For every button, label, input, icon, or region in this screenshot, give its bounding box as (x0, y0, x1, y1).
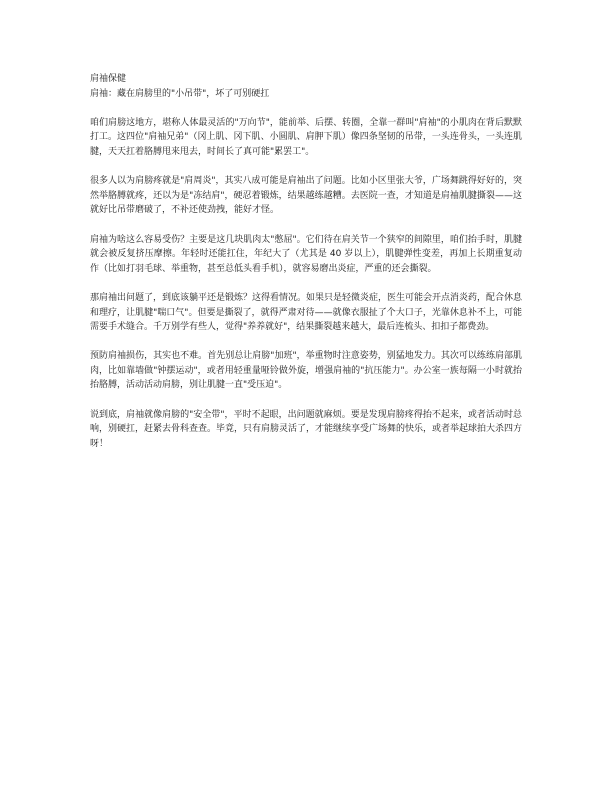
paragraph: 预防肩袖损伤，其实也不难。首先别总让肩膀"加班"，举重物时注意姿势，别猛地发力。其次可以练练肩部肌肉，比如靠墙做"钟摆运动"，或者用轻重量哑铃做外旋，增强肩袖的"抗压能力"。办公室一族每隔一小时就抬抬胳膊，活动活动肩膀，别让肌腱一直"受压迫"。 (90, 351, 522, 391)
paragraph: 肩袖为啥这么容易受伤？主要是这几块肌肉太"憋屈"。它们待在肩关节一个狭窄的间隙里，咱们抬手时，肌腱就会被反复挤压摩擦。年轻时还能扛住，年纪大了（尤其是 40 岁以上），肌腱弹性变差，再加上长期重复动作（比如打羽毛球、举重物，甚至总低头看手机），就容易磨出炎症，严重的还会撕裂。 (90, 234, 522, 274)
document-subtitle: 肩袖：藏在肩膀里的"小吊带"，坏了可别硬扛 (90, 88, 270, 99)
document-page (90, 72, 522, 451)
paragraph: 很多人以为肩膀疼就是"肩周炎"，其实八成可能是肩袖出了问题。比如小区里张大爷，广场舞跳得好好的，突然举胳膊就疼，还以为是"冻结肩"，硬忍着锻炼，结果越练越糟。去医院一查，才知道是肩袖肌腱撕裂——这就好比吊带磨破了，不补还使劲拽，能好才怪。 (90, 176, 522, 216)
document-title: 肩袖保健 (90, 74, 127, 84)
paragraph: 咱们肩膀这地方，堪称人体最灵活的"万向节"，能前举、后摆、转圈，全靠一群叫"肩袖"的小肌肉在背后默默打工。这四位"肩袖兄弟"（冈上肌、冈下肌、小圆肌、肩胛下肌）像四条坚韧的吊带，一头连骨头，一头连肌腱，天天扛着胳膊甩来甩去，时间长了真可能"累罢工"。 (90, 117, 522, 157)
paragraph: 那肩袖出问题了，到底该躺平还是锻炼？这得看情况。如果只是轻微炎症，医生可能会开点消炎药，配合休息和理疗，让肌腱"喘口气"。但要是撕裂了，就得严肃对待——就像衣服扯了个大口子，光靠休息补不上，可能需要手术缝合。千万别学有些人，觉得"养养就好"，结果撕裂越来越大，最后连梳头、扣扣子都费劲。 (90, 292, 523, 333)
paragraph: 说到底，肩袖就像肩膀的"安全带"，平时不起眼，出问题就麻烦。要是发现肩膀疼得抬不起来，或者活动时总响，别硬扛，赶紧去骨科查查。毕竟，只有肩膀灵活了，才能继续享受广场舞的快乐，或者举起球拍大杀四方呀！ (90, 409, 523, 449)
